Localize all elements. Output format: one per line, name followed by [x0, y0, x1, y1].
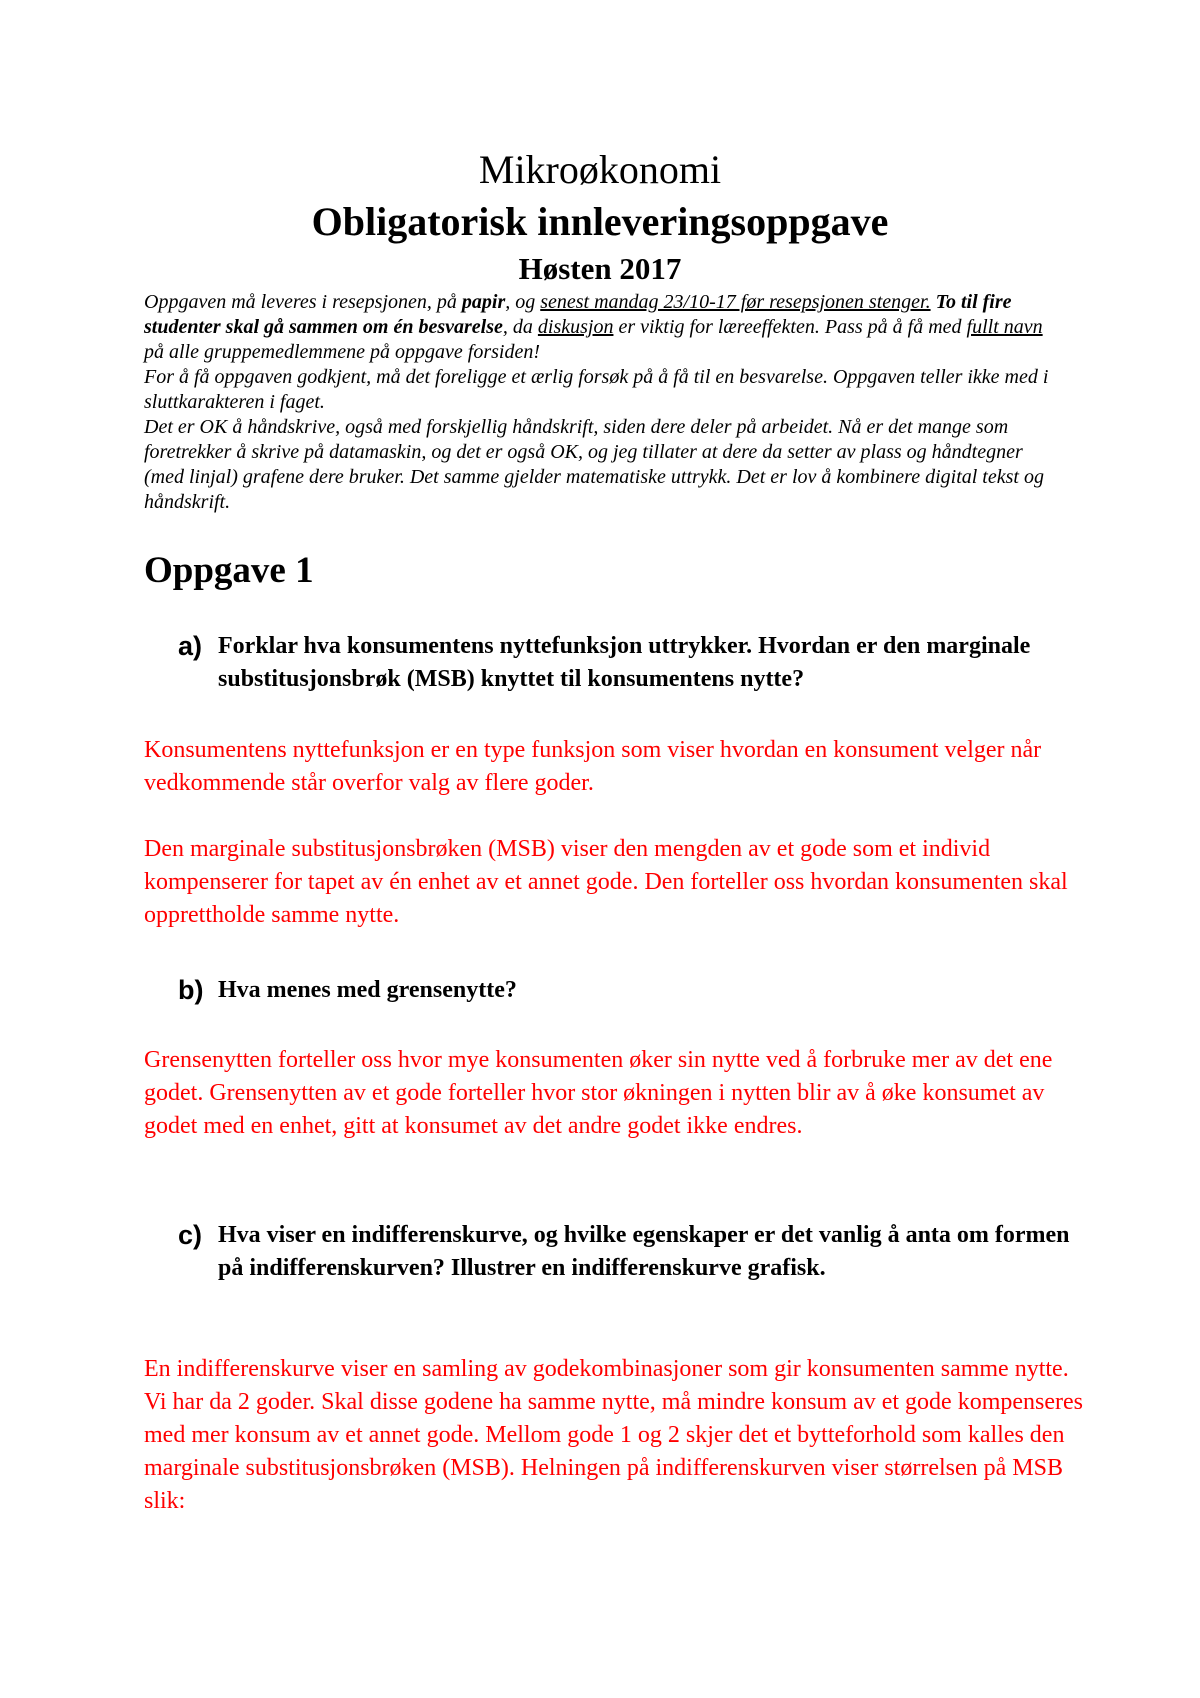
instructions-block	[144, 290, 1064, 515]
document-subtitle: Obligatorisk innleveringsoppgave	[311, 199, 889, 244]
instructions-deadline: senest mandag 23/10-17 før resepsjonen stenger.	[540, 291, 931, 313]
document-title: Mikroøkonomi	[478, 147, 722, 192]
question-letter: a)	[178, 631, 203, 661]
instructions-text: er viktig for læreeffekten. Pass på å få med	[613, 316, 967, 338]
semester-label: Høsten 2017	[518, 251, 682, 286]
instructions-text: på alle gruppemedlemmene på oppgave forsiden!	[144, 341, 541, 363]
question-letter: b)	[178, 975, 204, 1005]
answer-paragraph: Den marginale substitusjonsbrøken (MSB) viser den mengden av et gode som et individ kompenserer for tapet av én enhet av et annet gode. Den forteller oss hvordan konsumenten skal opprettholde samme nytte.	[144, 836, 1068, 928]
question-c	[178, 1219, 1078, 1285]
question-text: Hva menes med grensenytte?	[218, 977, 517, 1003]
instructions-emphasis-fullt-navn: fullt navn	[966, 316, 1043, 338]
instructions-emphasis-diskusjon: diskusjon	[537, 316, 614, 338]
question-b	[178, 974, 1078, 1007]
instructions-text: , og	[505, 291, 541, 313]
answer-paragraph: Konsumentens nyttefunksjon er en type funksjon som viser hvordan en konsument velger når vedkommende står overfor valg av flere goder.	[144, 737, 1042, 796]
title-block	[0, 144, 1200, 290]
instructions-emphasis-papir: papir	[461, 291, 506, 313]
question-letter: c)	[178, 1220, 203, 1250]
question-text: Hva viser en indifferenskurve, og hvilke egenskaper er det vanlig å anta om formen på indifferenskurven? Illustrer en indifferenskurve grafisk.	[218, 1222, 1070, 1281]
instructions-paragraph-2: For å få oppgaven godkjent, må det foreligge et ærlig forsøk på å få til en besvarelse. Oppgaven teller ikke med i sluttkarakteren i faget.	[144, 366, 1049, 413]
instructions-text: , da	[502, 316, 538, 338]
answer-paragraph: Grensenytten forteller oss hvor mye konsumenten øker sin nytte ved å forbruke mer av det ene godet. Grensenytten av et gode forteller hvor stor økningen i nytten blir av å øke konsumet av godet med en enhet, gitt at konsumet av det andre godet ikke endres.	[144, 1047, 1053, 1139]
question-text: Forklar hva konsumentens nyttefunksjon uttrykker. Hvordan er den marginale substitusjonsbrøk (MSB) knyttet til konsumentens nytte?	[218, 633, 1031, 692]
instructions-paragraph-3: Det er OK å håndskrive, også med forskjellig håndskrift, siden dere deler på arbeidet. Nå er det mange som foretrekker å skrive på datamaskin, og det er også OK, og jeg tillater at dere da setter av plass og håndtegner (med linjal) grafene dere bruker. Det samme gjelder matematiske uttrykk. Det er lov å kombinere digital tekst og håndskrift.	[144, 416, 1044, 513]
question-a	[178, 630, 1078, 696]
instructions-paragraph-1	[144, 290, 1064, 365]
section-heading: Oppgave 1	[144, 550, 314, 591]
instructions-text: Oppgaven må leveres i resepsjonen, på	[144, 291, 462, 313]
answer-paragraph: En indifferenskurve viser en samling av godekombinasjoner som gir konsumenten samme nytte. Vi har da 2 goder. Skal disse godene ha samme nytte, må mindre konsum av et gode kompenseres med mer konsum av et annet gode. Mellom gode 1 og 2 skjer det et bytteforhold som kalles den marginale substitusjonsbrøken (MSB). Helningen på indifferenskurven viser størrelsen på MSB slik:	[144, 1356, 1083, 1514]
instructions-group-rule: To til fire studenter skal gå sammen om én besvarelse	[144, 291, 1012, 338]
